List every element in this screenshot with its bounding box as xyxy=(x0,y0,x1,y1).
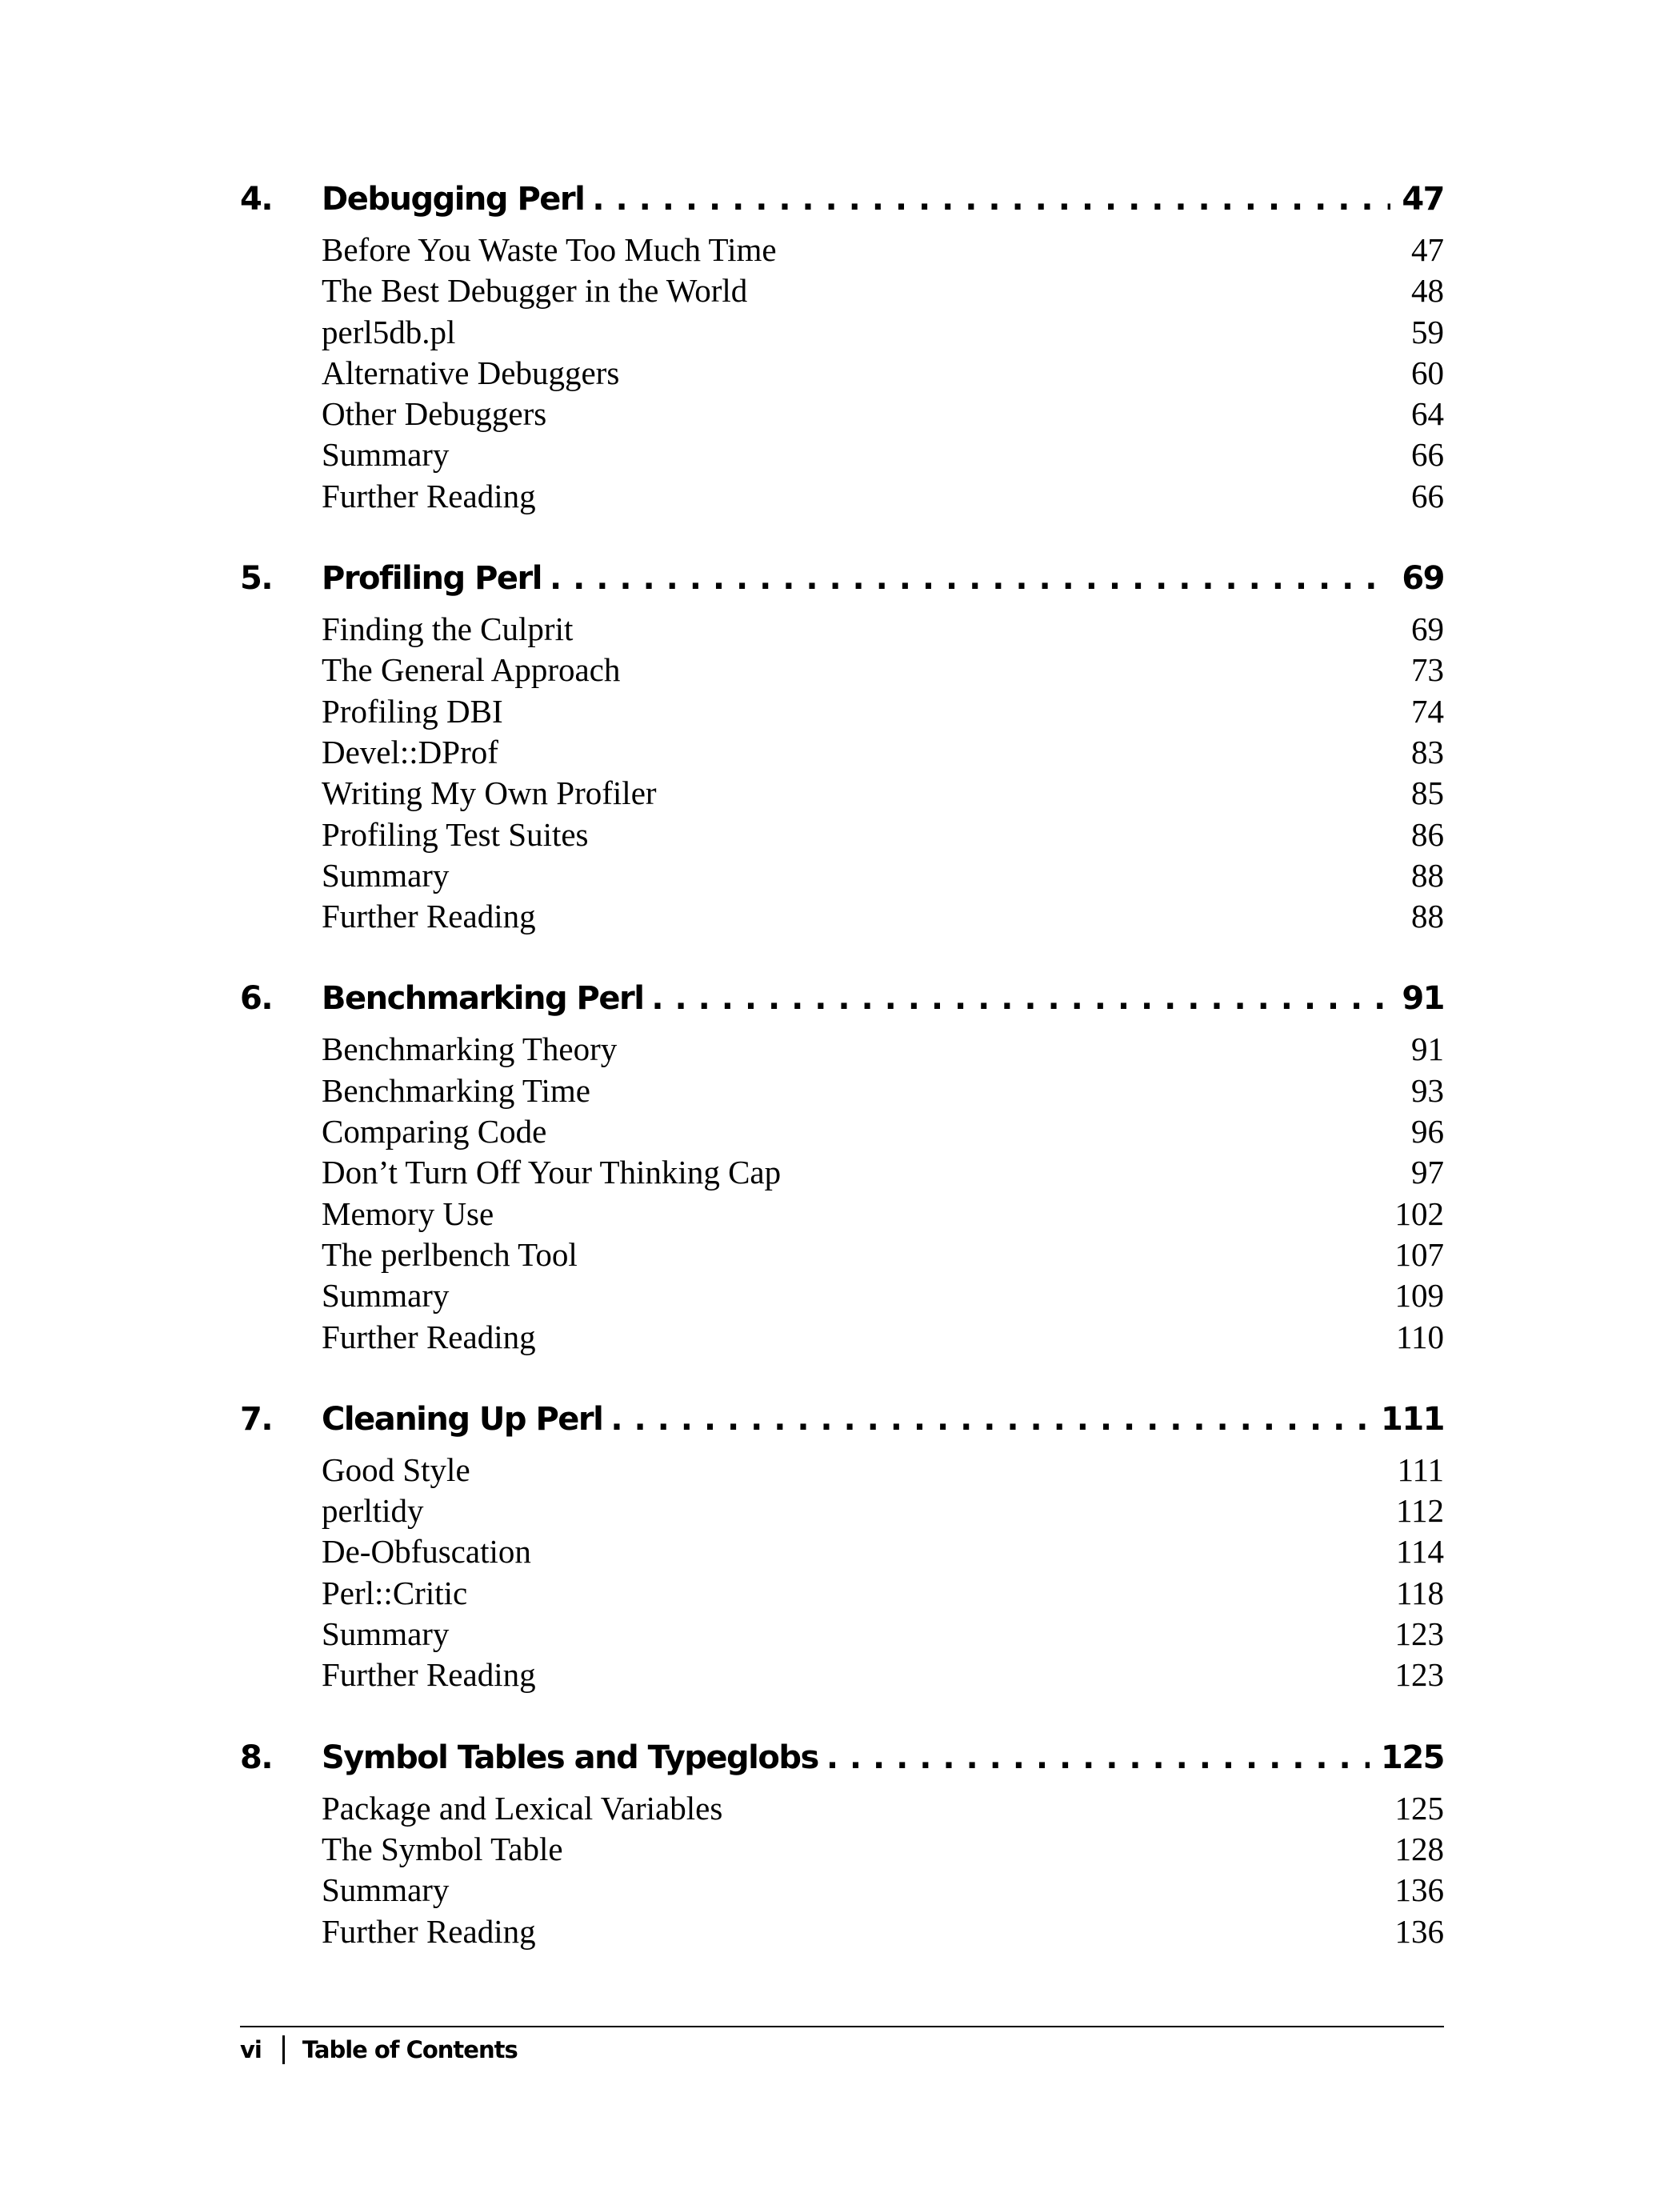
section-entry[interactable] xyxy=(240,1871,1444,1911)
section-list xyxy=(240,1789,1444,1953)
section-page-number: 83 xyxy=(1411,733,1444,770)
section-page-number: 107 xyxy=(1394,1235,1444,1273)
section-page-number: 114 xyxy=(1396,1533,1444,1571)
section-page-number: 136 xyxy=(1394,1871,1444,1909)
section-page-number: 86 xyxy=(1411,815,1444,853)
section-entry[interactable] xyxy=(240,815,1444,856)
section-entry[interactable] xyxy=(240,354,1444,394)
chapter-number: 6. xyxy=(240,980,273,1018)
section-entry[interactable] xyxy=(240,394,1444,435)
section-page-number: 66 xyxy=(1411,436,1444,474)
chapter-benchmarking-perl xyxy=(240,980,1444,1358)
folio-page-number: vi xyxy=(240,2036,262,2063)
section-title: Perl::Critic xyxy=(322,1574,468,1611)
dot-leader xyxy=(592,181,1390,218)
running-footer xyxy=(240,2035,1444,2064)
section-title: Memory Use xyxy=(322,1195,494,1232)
section-entry[interactable] xyxy=(240,1112,1444,1153)
chapter-debugging-perl xyxy=(240,181,1444,518)
section-page-number: 125 xyxy=(1394,1789,1444,1827)
chapter-page-number: 47 xyxy=(1402,181,1444,218)
section-entry[interactable] xyxy=(240,435,1444,476)
section-title: Further Reading xyxy=(322,1656,536,1694)
section-entry[interactable] xyxy=(240,1195,1444,1235)
chapter-number: 7. xyxy=(240,1400,273,1438)
section-title: The Best Debugger in the World xyxy=(322,272,748,310)
section-entry[interactable] xyxy=(240,650,1444,691)
chapter-symbol-tables-and-typeglobs xyxy=(240,1739,1444,1953)
section-entry[interactable] xyxy=(240,856,1444,897)
section-title: Further Reading xyxy=(322,1318,536,1355)
section-page-number: 69 xyxy=(1411,610,1444,648)
section-list xyxy=(240,1030,1444,1358)
section-title: De-Obfuscation xyxy=(322,1533,531,1571)
chapter-profiling-perl xyxy=(240,560,1444,938)
section-title: Summary xyxy=(322,856,450,894)
section-title: Alternative Debuggers xyxy=(322,354,620,391)
section-page-number: 123 xyxy=(1394,1656,1444,1694)
chapter-number: 4. xyxy=(240,181,273,218)
section-entry[interactable] xyxy=(240,1491,1444,1532)
dot-leader xyxy=(550,560,1390,597)
section-entry[interactable] xyxy=(240,1574,1444,1615)
section-title: Good Style xyxy=(322,1451,470,1488)
section-title: Further Reading xyxy=(322,898,536,935)
chapter-title: Debugging Perl xyxy=(322,181,585,218)
dot-leader xyxy=(610,1401,1370,1438)
chapter-page-number: 125 xyxy=(1381,1739,1444,1776)
section-entry[interactable] xyxy=(240,1532,1444,1573)
section-title: Summary xyxy=(322,1277,450,1315)
section-title: Benchmarking Time xyxy=(322,1071,590,1109)
section-page-number: 73 xyxy=(1411,651,1444,689)
section-entry[interactable] xyxy=(240,1235,1444,1276)
section-page-number: 88 xyxy=(1411,856,1444,894)
section-page-number: 66 xyxy=(1411,477,1444,514)
section-page-number: 97 xyxy=(1411,1154,1444,1191)
section-page-number: 60 xyxy=(1411,354,1444,391)
section-page-number: 111 xyxy=(1397,1451,1444,1488)
section-page-number: 64 xyxy=(1411,395,1444,433)
section-title: Don’t Turn Off Your Thinking Cap xyxy=(322,1154,782,1191)
chapter-heading[interactable] xyxy=(240,1739,1444,1789)
running-section-title: Table of Contents xyxy=(302,2036,518,2063)
table-of-contents xyxy=(240,181,1444,1995)
footer-rule xyxy=(240,2026,1444,2027)
section-title: Before You Waste Too Much Time xyxy=(322,231,777,268)
section-page-number: 47 xyxy=(1411,231,1444,268)
section-list xyxy=(240,1451,1444,1697)
section-title: Writing My Own Profiler xyxy=(322,774,657,812)
section-title: Summary xyxy=(322,1615,450,1653)
chapter-heading[interactable] xyxy=(240,1401,1444,1451)
chapter-number: 5. xyxy=(240,560,273,598)
section-page-number: 112 xyxy=(1396,1492,1444,1530)
section-title: Summary xyxy=(322,1871,450,1909)
chapter-title: Benchmarking Perl xyxy=(322,980,644,1018)
section-title: Summary xyxy=(322,436,450,474)
footer-separator xyxy=(282,2035,285,2064)
section-entry[interactable] xyxy=(240,1655,1444,1696)
section-page-number: 136 xyxy=(1394,1912,1444,1950)
section-entry[interactable] xyxy=(240,1030,1444,1070)
section-entry[interactable] xyxy=(240,271,1444,312)
section-entry[interactable] xyxy=(240,1318,1444,1359)
section-entry[interactable] xyxy=(240,692,1444,733)
section-title: Other Debuggers xyxy=(322,395,547,433)
section-page-number: 128 xyxy=(1394,1830,1444,1867)
page-footer xyxy=(240,2026,1444,2064)
section-title: Package and Lexical Variables xyxy=(322,1789,723,1827)
section-title: Further Reading xyxy=(322,477,536,514)
section-title: Profiling Test Suites xyxy=(322,815,589,853)
chapter-heading[interactable] xyxy=(240,980,1444,1030)
section-page-number: 74 xyxy=(1411,692,1444,730)
section-entry[interactable] xyxy=(240,1071,1444,1112)
section-title: Finding the Culprit xyxy=(322,610,574,648)
section-entry[interactable] xyxy=(240,1451,1444,1491)
section-entry[interactable] xyxy=(240,1153,1444,1194)
chapter-cleaning-up-perl xyxy=(240,1401,1444,1697)
section-entry[interactable] xyxy=(240,774,1444,814)
section-title: perltidy xyxy=(322,1492,424,1530)
section-page-number: 59 xyxy=(1411,313,1444,350)
section-entry[interactable] xyxy=(240,477,1444,518)
section-entry[interactable] xyxy=(240,1615,1444,1655)
chapter-heading[interactable] xyxy=(240,181,1444,230)
section-list xyxy=(240,230,1444,518)
chapter-page-number: 69 xyxy=(1402,560,1444,598)
section-title: Comparing Code xyxy=(322,1113,547,1151)
section-entry[interactable] xyxy=(240,897,1444,938)
section-page-number: 96 xyxy=(1411,1113,1444,1151)
section-page-number: 123 xyxy=(1394,1615,1444,1653)
dot-leader xyxy=(651,980,1390,1017)
section-entry[interactable] xyxy=(240,313,1444,354)
chapter-page-number: 111 xyxy=(1381,1400,1444,1438)
section-entry[interactable] xyxy=(240,1789,1444,1830)
section-title: Profiling DBI xyxy=(322,692,503,730)
chapter-title: Profiling Perl xyxy=(322,560,542,598)
section-title: Benchmarking Theory xyxy=(322,1030,618,1068)
section-page-number: 118 xyxy=(1396,1574,1444,1611)
section-page-number: 88 xyxy=(1411,898,1444,935)
chapter-page-number: 91 xyxy=(1402,980,1444,1018)
section-entry[interactable] xyxy=(240,733,1444,774)
section-title: The Symbol Table xyxy=(322,1830,563,1867)
section-page-number: 48 xyxy=(1411,272,1444,310)
section-entry[interactable] xyxy=(240,610,1444,650)
section-page-number: 110 xyxy=(1396,1318,1444,1355)
section-page-number: 102 xyxy=(1394,1195,1444,1232)
chapter-heading[interactable] xyxy=(240,560,1444,610)
section-title: The perlbench Tool xyxy=(322,1235,578,1273)
section-page-number: 85 xyxy=(1411,774,1444,812)
section-title: Further Reading xyxy=(322,1912,536,1950)
section-title: The General Approach xyxy=(322,651,621,689)
section-list xyxy=(240,610,1444,938)
chapter-title: Cleaning Up Perl xyxy=(322,1400,603,1438)
section-title: Devel::DProf xyxy=(322,733,498,770)
chapter-title: Symbol Tables and Typeglobs xyxy=(322,1739,818,1776)
section-page-number: 109 xyxy=(1394,1277,1444,1315)
section-entry[interactable] xyxy=(240,1912,1444,1953)
chapter-number: 8. xyxy=(240,1739,273,1776)
section-entry[interactable] xyxy=(240,1276,1444,1317)
section-page-number: 91 xyxy=(1411,1030,1444,1068)
dot-leader xyxy=(826,1739,1370,1776)
section-entry[interactable] xyxy=(240,230,1444,271)
section-page-number: 93 xyxy=(1411,1071,1444,1109)
section-title: perl5db.pl xyxy=(322,313,456,350)
section-entry[interactable] xyxy=(240,1830,1444,1871)
